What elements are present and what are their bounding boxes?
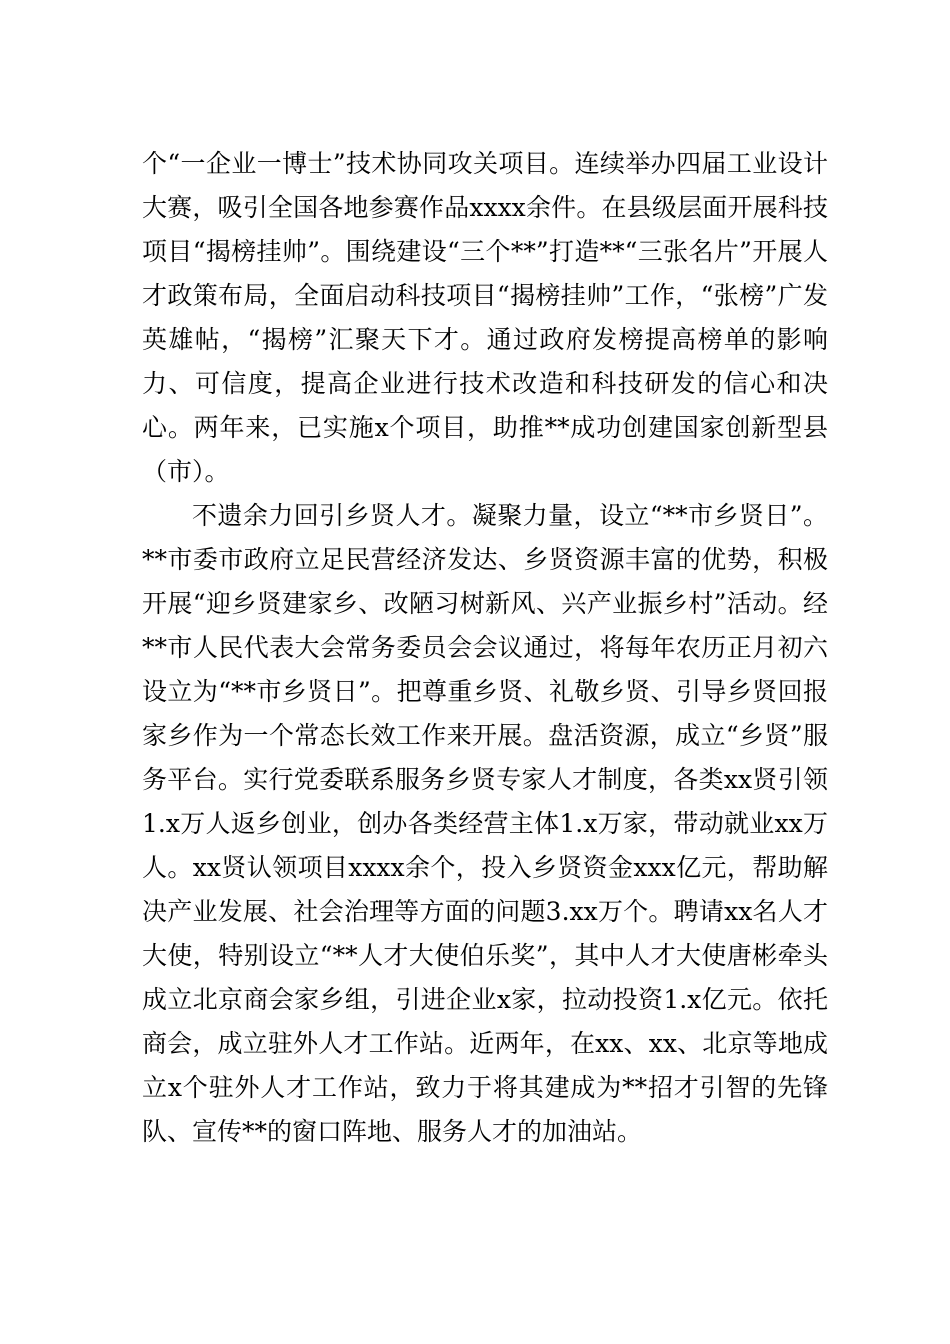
paragraph-2: 不遗余力回引乡贤人才。凝聚力量，设立“**市乡贤日”。**市委市政府立足民营经济发达、乡贤资源丰富的优势，积极开展“迎乡贤建家乡、改陋习树新风、兴产业振乡村”活动。经**市人民代表大会常务委员会会议通过，将每年农历正月初六设立为“**市乡贤日”。把尊重乡贤、礼敬乡贤、引导乡贤回报家乡作为一个常态长效工作来开展。盘活资源，成立“乡贤”服务平台。实行党委联系服务乡贤专家人才制度，各类xx贤引领1.x万人返乡创业，创办各类经营主体1.x万家，带动就业xx万人。xx贤认领项目xxxx余个，投入乡贤资金xxx亿元，帮助解决产业发展、社会治理等方面的问题3.xx万个。聘请xx名人才大使，特别设立“**人才大使伯乐奖”，其中人才大使唐彬牵头成立北京商会家乡组，引进企业x家，拉动投资1.x亿元。依托商会，成立驻外人才工作站。近两年，在xx、xx、北京等地成立x个驻外人才工作站，致力于将其建成为**招才引智的先锋队、宣传**的窗口阵地、服务人才的加油站。 xyxy=(142,501,828,1146)
document-body xyxy=(142,142,828,1154)
paragraph-1: 个“一企业一博士”技术协同攻关项目。连续举办四届工业设计大赛，吸引全国各地参赛作品xxxx余件。在县级层面开展科技项目“揭榜挂帅”。围绕建设“三个**”打造**“三张名片”开展人才政策布局，全面启动科技项目“揭榜挂帅”工作，“张榜”广发英雄帖，“揭榜”汇聚天下才。通过政府发榜提高榜单的影响力、可信度，提高企业进行技术改造和科技研发的信心和决心。两年来，已实施x个项目，助推**成功创建国家创新型县（市）。 xyxy=(142,149,828,486)
